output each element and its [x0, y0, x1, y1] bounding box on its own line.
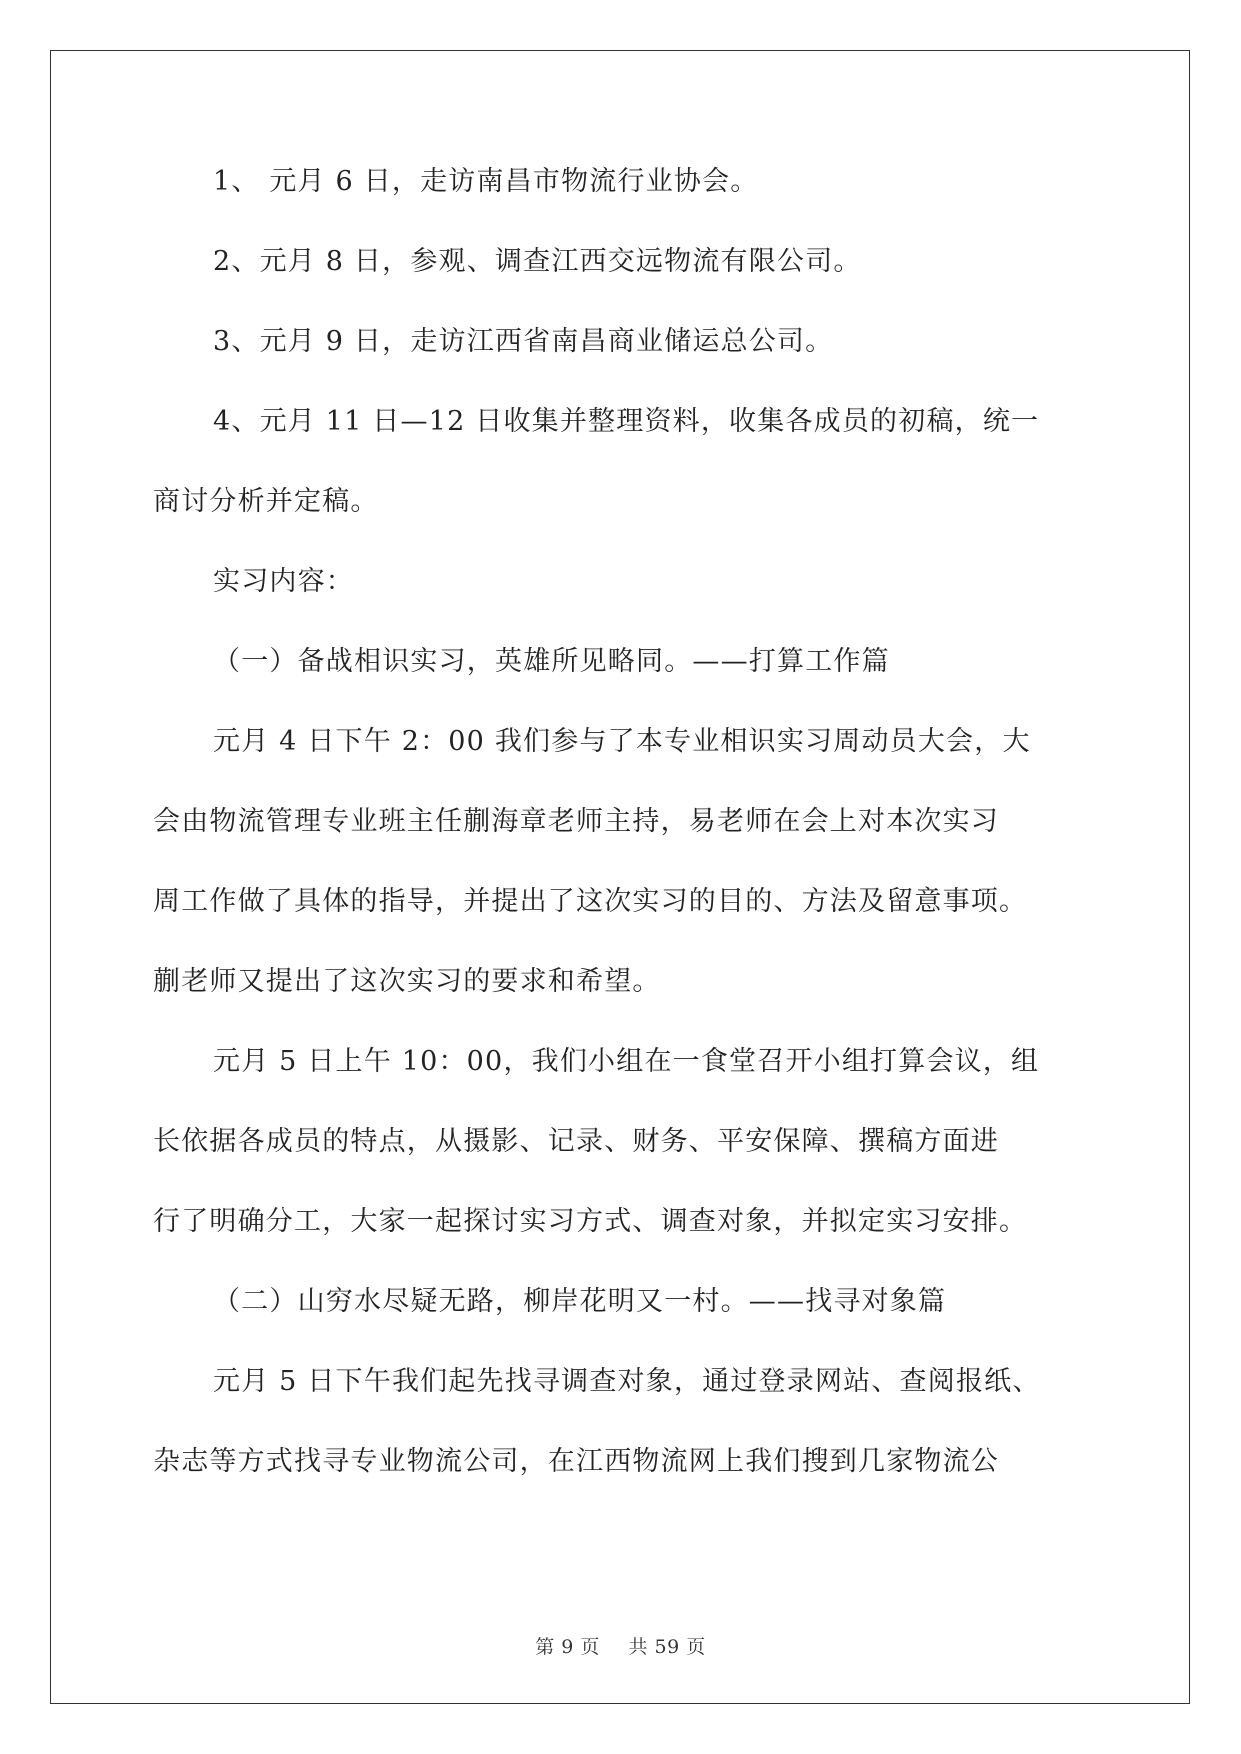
paragraph-line: 元月 5 日下午我们起先找寻调查对象，通过登录网站、查阅报纸、: [213, 1366, 1041, 1397]
paragraph-line: 长依据各成员的特点，从摄影、记录、财务、平安保障、撰稿方面进: [153, 1126, 999, 1157]
paragraph-line: 周工作做了具体的指导，并提出了这次实习的目的、方法及留意事项。: [153, 886, 1028, 917]
page-number-total: 共 59 页: [628, 1636, 706, 1658]
section-heading: （二）山穷水尽疑无路，柳岸花明又一村。——找寻对象篇: [213, 1286, 947, 1317]
page-footer: [0, 1632, 1241, 1659]
paragraph-line: 商讨分析并定稿。: [153, 486, 379, 517]
paragraph-line: 杂志等方式找寻专业物流公司，在江西物流网上我们搜到几家物流公: [153, 1446, 999, 1477]
document-body: [153, 166, 1101, 1526]
paragraph-line: 元月 5 日上午 10：00，我们小组在一食堂召开小组打算会议，组: [213, 1046, 1040, 1077]
page-number-current: 第 9 页: [535, 1636, 600, 1658]
paragraph-line: 3、元月 9 日，走访江西省南昌商业储运总公司。: [213, 326, 834, 357]
paragraph-line: 蒯老师又提出了这次实习的要求和希望。: [153, 966, 661, 997]
paragraph-line: 4、元月 11 日—12 日收集并整理资料，收集各成员的初稿，统一: [213, 406, 1040, 437]
paragraph-line: 行了明确分工，大家一起探讨实习方式、调查对象，并拟定实习安排。: [153, 1206, 1028, 1237]
section-heading: （一）备战相识实习，英雄所见略同。——打算工作篇: [213, 646, 890, 677]
paragraph-line: 2、元月 8 日，参观、调查江西交远物流有限公司。: [213, 246, 862, 277]
paragraph-line: 会由物流管理专业班主任蒯海章老师主持，易老师在会上对本次实习: [153, 806, 999, 837]
paragraph-line: 元月 4 日下午 2：00 我们参与了本专业相识实习周动员大会，大: [213, 726, 1031, 757]
paragraph-line: 1、 元月 6 日，走访南昌市物流行业协会。: [213, 166, 759, 197]
section-heading: 实习内容：: [213, 566, 354, 597]
